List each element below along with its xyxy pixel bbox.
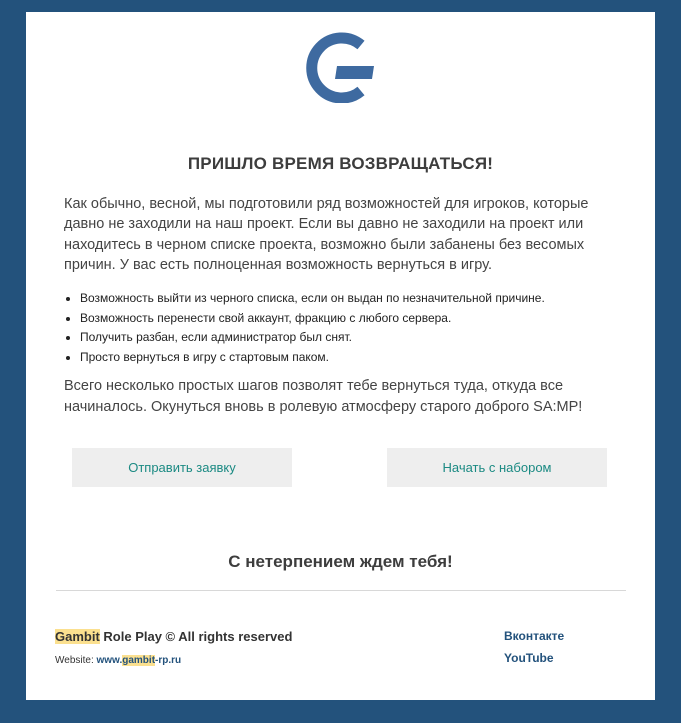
closing-heading: С нетерпением ждем тебя! (228, 552, 453, 571)
outro-paragraph: Всего несколько простых шагов позволят тебе вернуться туда, откуда все начиналось. Окунуться вновь в ролевую атмосферу старого доброго SA:MP! (64, 378, 583, 415)
list-item: • Получить разбан, если администратор был снят. (80, 328, 640, 348)
divider (56, 590, 626, 591)
email-card (26, 12, 655, 700)
start-with-pack-button[interactable]: Начать с набором (387, 448, 607, 487)
copyright-rest: Role Play © All rights reserved (99, 629, 293, 644)
page-title: ПРИШЛО ВРЕМЯ ВОЗВРАЩАТЬСЯ! (187, 154, 494, 173)
copyright-text (55, 629, 292, 644)
website-link[interactable] (97, 655, 182, 666)
gambit-logo-icon (304, 31, 378, 103)
vkontakte-link[interactable]: Вконтакте (504, 629, 565, 643)
list-item: • Возможность выйти из черного списка, если он выдан по незначительной причине. (80, 289, 640, 309)
send-application-button[interactable]: Отправить заявку (72, 448, 292, 487)
website-label: Website: (55, 655, 97, 666)
website-highlight: gambit (122, 655, 156, 666)
list-item: • Просто вернуться в игру с стартовым паком. (80, 348, 640, 368)
website-suffix: -rp.ru (155, 655, 182, 666)
website-line (55, 655, 181, 666)
youtube-link[interactable]: YouTube (504, 651, 554, 665)
brand-highlight: Gambit (55, 629, 100, 644)
benefits-list (64, 289, 640, 367)
list-item: • Возможность перенести свой аккаунт, фракцию с любого сервера. (80, 309, 640, 329)
website-prefix: www. (96, 655, 123, 666)
intro-paragraph: Как обычно, весной, мы подготовили ряд возможностей для игроков, которые давно не заходили на наш проект. Если вы давно не заходили на проект или находитесь в черном списке проекта, возможно были забанены без весомых причин. У вас есть полноценная возможность вернуться в игру. (64, 196, 589, 273)
